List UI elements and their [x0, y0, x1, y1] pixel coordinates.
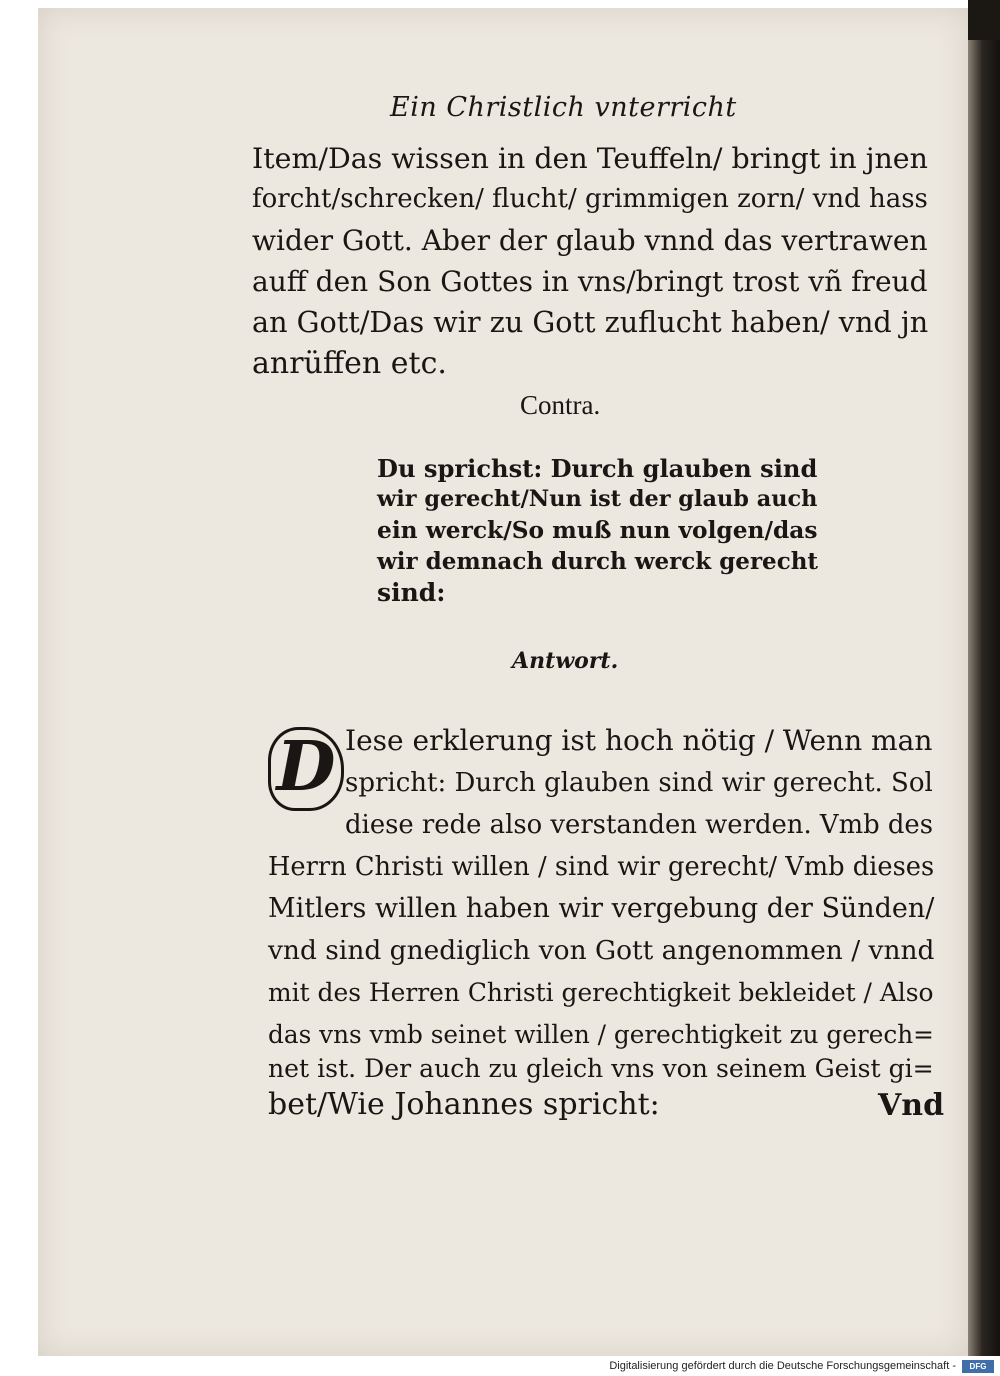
footer-credit: Digitalisierung gefördert durch die Deutsche Forschungsgemeinschaft -: [609, 1360, 956, 1372]
paragraph-2-line: Herrn Christi willen / sind wir gerecht/ Vmb dieses: [268, 852, 935, 882]
paragraph-1-line: an Gott/Das wir zu Gott zuflucht haben/ vnd jn: [252, 305, 929, 339]
objection-line: Du sprichst: Durch glauben sind: [377, 454, 818, 483]
paragraph-1-line: forcht/schrecken/ flucht/ grimmigen zorn/ vnd hass: [252, 184, 928, 214]
paragraph-2-line: spricht: Durch glauben sind wir gerecht. Sol: [345, 768, 933, 798]
book-spine-top: [968, 0, 1000, 40]
paragraph-2-line: vnd sind gnediglich von Gott angenommen / vnnd: [268, 935, 935, 966]
catchword: Vnd: [878, 1088, 945, 1123]
decorated-initial: D: [268, 727, 344, 811]
footer-bar: [0, 1356, 1000, 1376]
contra-heading: Contra.: [520, 390, 601, 420]
paragraph-2-line: mit des Herren Christi gerechtigkeit bekleidet / Also: [268, 978, 934, 1007]
paragraph-2-line: net ist. Der auch zu gleich vns von seinem Geist gi=: [268, 1054, 934, 1083]
objection-line: ein werck/So muß nun volgen/das: [377, 517, 818, 544]
paragraph-1-line: wider Gott. Aber der glaub vnnd das vertrawen: [252, 224, 928, 257]
paragraph-2-line: Iese erklerung ist hoch nötig / Wenn man: [345, 724, 933, 757]
paragraph-1-line: Item/Das wissen in den Teuffeln/ bringt in jnen: [252, 142, 928, 175]
paragraph-1-line: anrüffen etc.: [252, 346, 447, 381]
objection-line: wir demnach durch werck gerecht: [377, 548, 819, 575]
objection-line: wir gerecht/Nun ist der glaub auch: [377, 486, 818, 512]
book-spine: [968, 0, 1000, 1356]
paragraph-1-line: auff den Son Gottes in vns/bringt trost vñ freud: [252, 265, 928, 298]
paragraph-2-line: diese rede also verstanden werden. Vmb des: [345, 810, 933, 840]
paragraph-2-line: Mitlers willen haben wir vergebung der Sünden/: [268, 893, 935, 924]
paragraph-2-line: bet/Wie Johannes spricht:: [268, 1087, 660, 1122]
paragraph-2-line: das vns vmb seinet willen / gerechtigkeit zu gerech=: [268, 1020, 934, 1049]
dfg-logo-icon: DFG: [962, 1360, 994, 1373]
running-head: Ein Christlich vnterricht: [390, 92, 737, 123]
objection-line: sind:: [377, 578, 446, 607]
antwort-heading: Antwort.: [512, 648, 619, 674]
